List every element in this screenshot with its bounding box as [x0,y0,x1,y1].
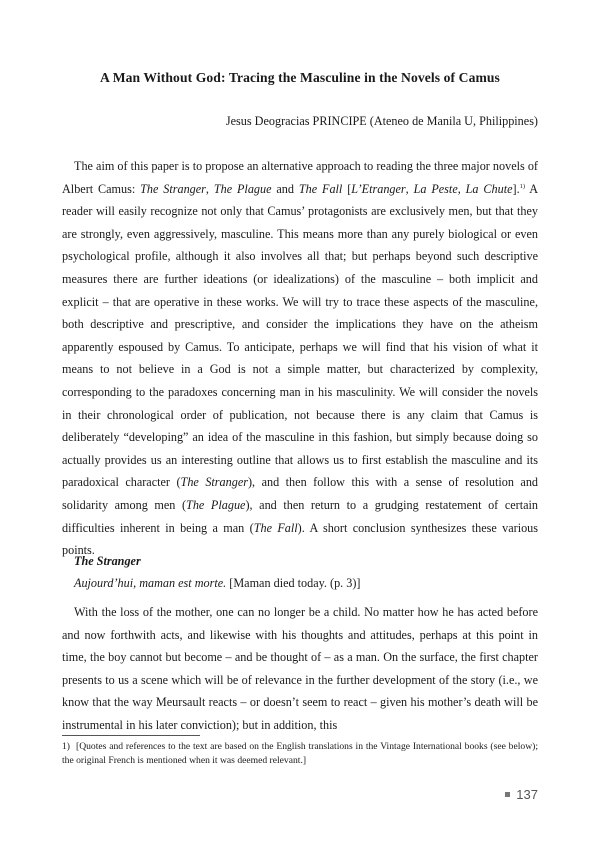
page-number-text: 137 [516,787,538,802]
paper-title: A Man Without God: Tracing the Masculine in the Novels of Camus [100,70,500,85]
text-run: ]. [512,181,520,196]
author-affiliation: Jesus Deogracias PRINCIPE (Ateneo de Manila U, Philippines) [225,114,538,128]
footnote [62,740,538,767]
novel-title-french: La Chute [465,181,513,196]
intro-paragraph-block [62,155,538,562]
page-number [505,787,538,802]
epigraph-translation: [Maman died today. (p. 3)] [226,576,361,590]
text-run: [ [342,181,352,196]
novel-title: The Fall [298,181,343,196]
novel-title-french: L’Etranger [351,181,406,196]
text-run: ), and then follow this with a sense of resolution and solidarity among men ( [62,475,539,512]
novel-title: The Fall [253,520,298,535]
novel-title: The Plague [213,181,272,196]
square-bullet-icon [505,792,510,797]
section-paragraph: With the loss of the mother, one can no longer be a child. No matter how he has acted before and now forthwith acts, and likewise with his thoughts and attitudes, perhaps at this point in time, the boy cannot but become – and be thought of – as a man. On the surface, the first chapter presents to us a scene which will be of relevance in the further development of the story (i.e., we know that the way Meursault reacts – or doesn’t seem to react – given his mother’s death will be instrumental in his later conviction); but in addition, this [62,605,538,732]
epigraph [74,576,360,591]
footnote-divider [62,735,200,736]
epigraph-french: Aujourd’hui, maman est morte. [74,576,227,590]
text-run: and [271,181,299,196]
novel-title-french: La Peste [413,181,458,196]
text-run: , [205,181,214,196]
text-run: , [457,181,466,196]
text-run: ). A short conclusion synthesizes these various points. [62,520,539,558]
section-paragraph-block [62,601,538,737]
footnote-reference[interactable]: 1) [519,182,526,190]
text-run: The aim of this paper is to propose an alternative approach to reading the three major novels of Albert Camus: [62,159,538,196]
novel-title: The Stranger [140,181,206,196]
footnote-number: 1) [62,741,70,752]
text-run: , [405,181,414,196]
text-run: A reader will easily recognize not only that Camus’ protagonists are exclusively men, but that they are strongly, even aggressively, masculine. This means more than any purely biological or even psychological profile, although it also involves all that; but perhaps beyond such descriptive measures there are further ideations (or idealizations) of the masculine – both implicit and explicit – that are operative in these works. We will try to trace these aspects of the masculine, both descriptive and prescriptive, and consider the implications they have on the atheism apparently espoused by Camus. To anticipate, perhaps we will find that his vision of what it means to not believe in a God is not a simple matter, but characterized by complexity, corresponding to the paradoxes concerning man in his masculinity. We will consider the novels in their chronological order of publication, not because there is any claim that Camus is deliberately “developing” an idea of the masculine in this fashion, but simply because doing so actually provides us an interesting outline that allows us to first establish the masculine and its paradoxical character ( [62,181,539,490]
footnote-text: [Quotes and references to the text are based on the English translations in the Vintage International books (see below); the original French is mentioned when it was deemed relevant.] [62,741,538,766]
novel-title: The Plague [186,497,246,512]
text-run: ), and then return to a grudging restatement of certain difficulties inherent in being a man ( [62,497,538,535]
novel-title: The Stranger [180,475,248,490]
intro-paragraph [62,155,538,562]
section-heading: The Stranger [74,554,141,568]
